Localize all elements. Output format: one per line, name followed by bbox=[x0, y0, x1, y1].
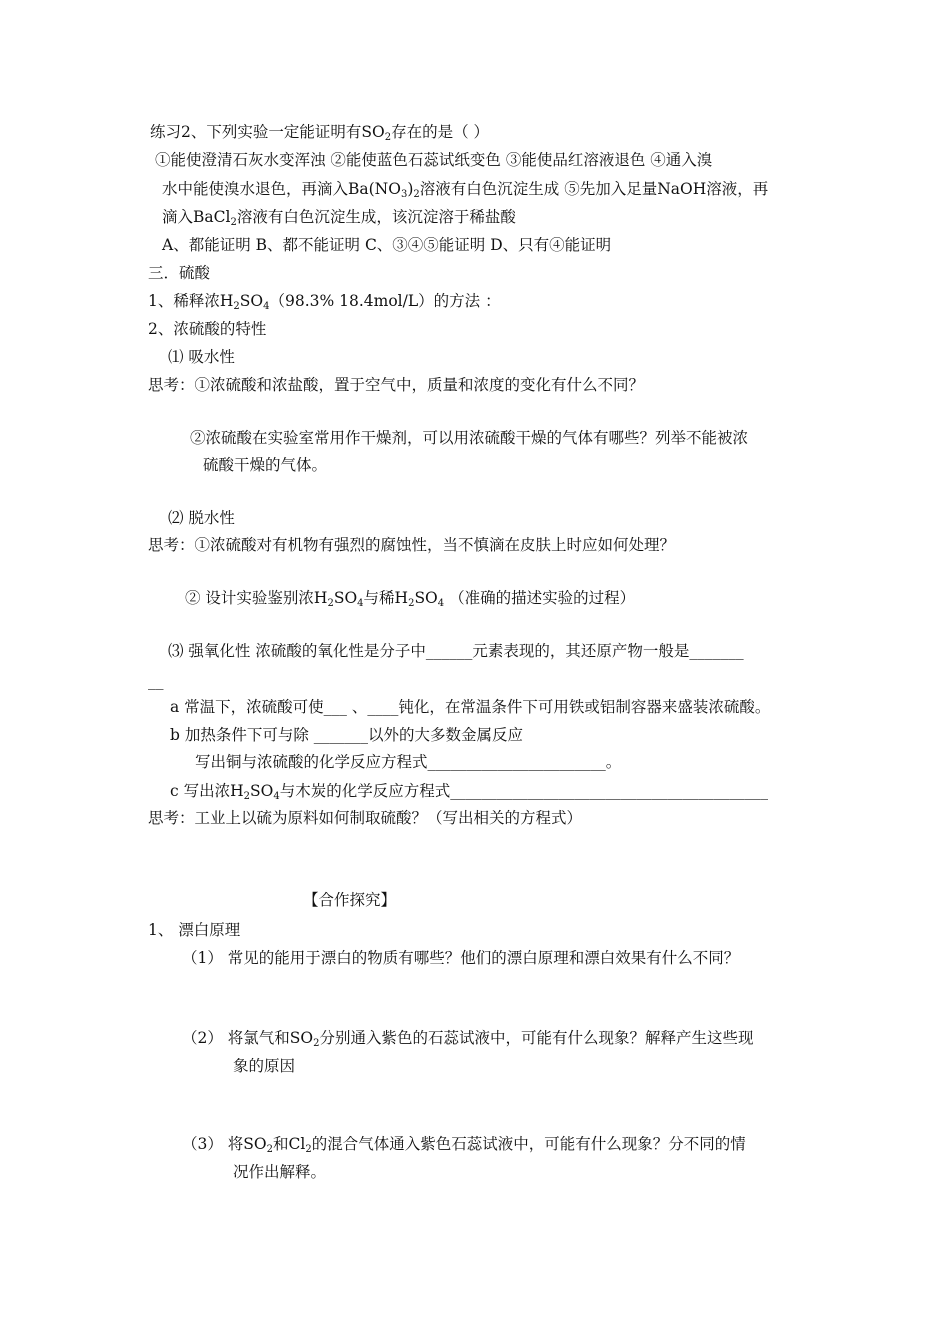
think-5: 思考：工业上以硫为原料如何制取硫酸？（写出相关的方程式） bbox=[148, 809, 583, 827]
property-2-dehydrating: ⑵ 脱水性 bbox=[168, 509, 235, 527]
question-2-line1: （2） 将氯气和$SO_2$分别通入紫色的石蕊试液中，可能有什么现象？解释产生这些现 bbox=[182, 1029, 754, 1049]
question-1: （1） 常见的能用于漂白的物质有哪些？他们的漂白原理和漂白效果有什么不同？ bbox=[182, 949, 740, 967]
think-3: 思考：①浓硫酸对有机物有强烈的腐蚀性，当不慎滴在皮肤上时应如何处理？ bbox=[148, 536, 676, 554]
question-3-line1: （3） 将$SO_2$和$Cl_2$的混合气体通入紫色石蕊试液中，可能有什么现象？分不同的情 bbox=[182, 1135, 746, 1155]
property-1-hygroscopic: ⑴ 吸水性 bbox=[168, 348, 235, 366]
think-2-line2: 硫酸干燥的气体。 bbox=[203, 456, 328, 474]
think-1: 思考：①浓硫酸和浓盐酸，置于空气中，质量和浓度的变化有什么不同？ bbox=[148, 376, 645, 394]
exercise-2-question: 练习2、下列实验一定能证明有$SO_2$存在的是（ ） bbox=[150, 123, 490, 143]
item-c-carbon-equation: c 写出浓$H_2SO_4$与木炭的化学反应方程式_________________________________________ bbox=[170, 782, 768, 802]
property-3-blank-cont: __ bbox=[148, 672, 164, 690]
section-3-title: 三．硫酸 bbox=[148, 264, 211, 282]
properties-heading: 2、浓硫酸的特性 bbox=[148, 320, 267, 338]
exercise-2-options: A、都能证明 B、都不能证明 C、③④⑤能证明 D、只有④能证明 bbox=[162, 236, 612, 254]
exercise-2-statements-line1: ①能使澄清石灰水变浑浊 ②能使蓝色石蕊试纸变色 ③能使品红溶液退色 ④通入溴 bbox=[155, 151, 713, 169]
think-4: ② 设计实验鉴别浓$H_2SO_4$与稀$H_2SO_4$ （准确的描述实验的过程） bbox=[185, 589, 636, 609]
think-2-line1: ②浓硫酸在实验室常用作干燥剂，可以用浓硫酸干燥的气体有哪些？列举不能被浓 bbox=[190, 429, 749, 447]
question-3-line2: 况作出解释。 bbox=[233, 1163, 327, 1181]
exercise-2-statements-line2: 水中能使溴水退色，再滴入$Ba(NO_3)_2$溶液有白色沉淀生成 ⑤先加入足量NaOH溶液，再 bbox=[162, 180, 769, 200]
bleaching-heading: 1、 漂白原理 bbox=[148, 921, 241, 939]
item-b-copper-equation: 写出铜与浓硫酸的化学反应方程式_______________________。 bbox=[195, 753, 622, 771]
item-b-metals: b 加热条件下可与除 _______以外的大多数金属反应 bbox=[170, 726, 524, 744]
question-2-line2: 象的原因 bbox=[233, 1057, 296, 1075]
item-a-passivation: a 常温下，浓硫酸可使___ 、____钝化，在常温条件下可用铁或铝制容器来盛装浓硫酸。 bbox=[170, 698, 771, 716]
property-3-oxidizing: ⑶ 强氧化性 浓硫酸的氧化性是分子中______元素表现的，其还原产物一般是_______ bbox=[168, 642, 744, 660]
cooperative-inquiry-title: 【合作探究】 bbox=[303, 891, 397, 909]
dilution-method: 1、稀释浓$H_2SO_4(98.3\%$ 18.4mol/L）的方法 ： bbox=[148, 292, 501, 312]
exercise-2-statements-line3: 滴入BaCl$_2$溶液有白色沉淀生成，该沉淀溶于稀盐酸 bbox=[162, 208, 516, 228]
